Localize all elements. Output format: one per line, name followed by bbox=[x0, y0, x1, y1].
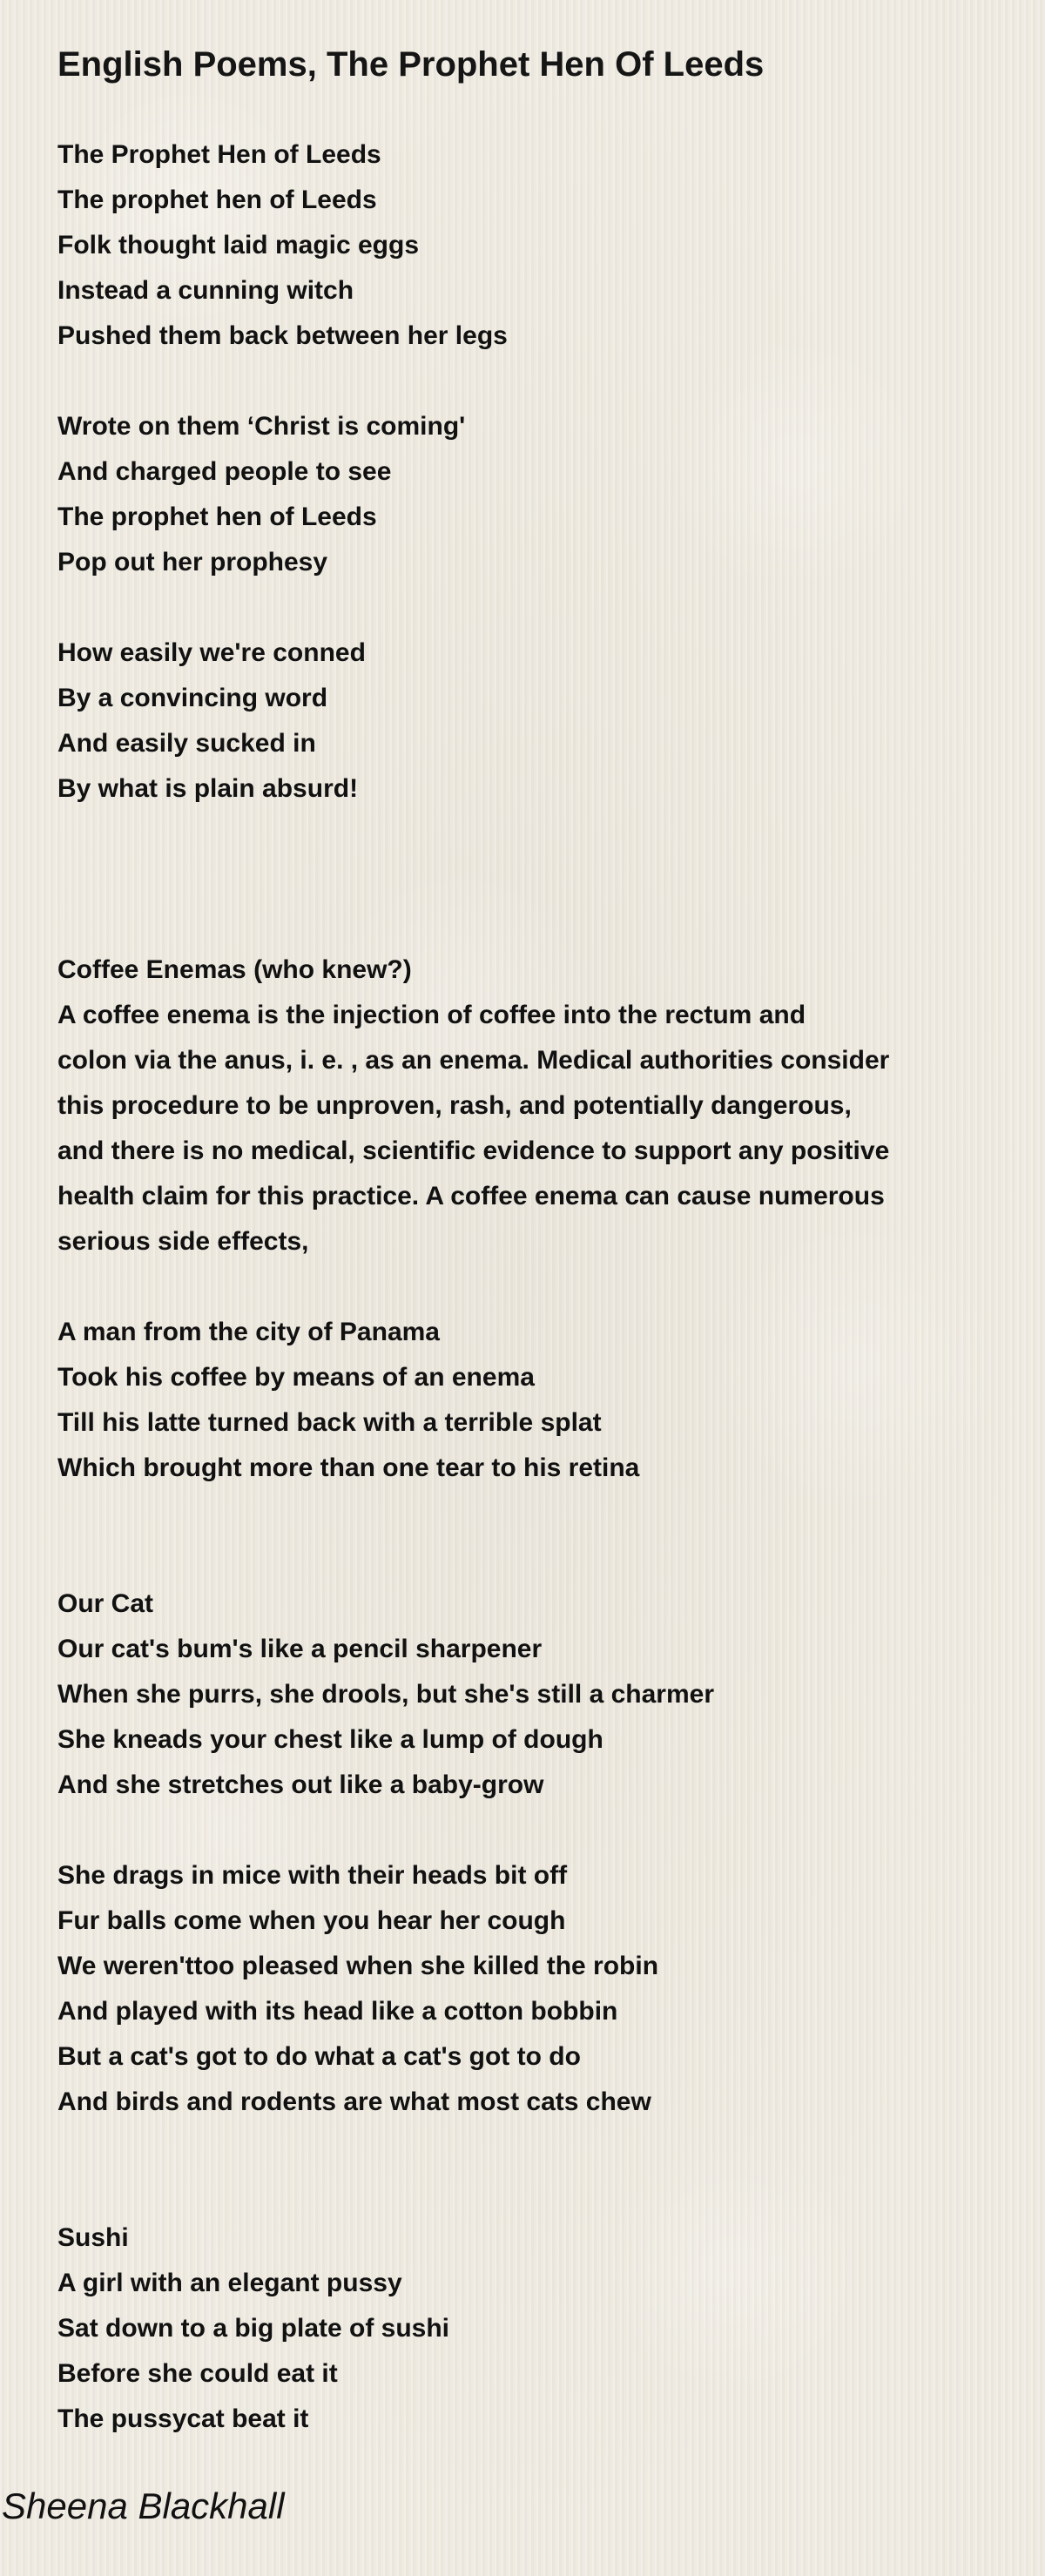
poem-line: By a convincing word bbox=[57, 684, 328, 712]
intro-line: colon via the anus, i. e. , as an enema. Medical authorities consider bbox=[57, 1046, 890, 1075]
intro-line: serious side effects, bbox=[57, 1227, 309, 1256]
poem-line: Sat down to a big plate of sushi bbox=[57, 2314, 450, 2343]
section-spacer bbox=[57, 812, 988, 947]
our-cat-poem bbox=[57, 1581, 988, 2125]
intro-line: and there is no medical, scientific evidence to support any positive bbox=[57, 1136, 890, 1165]
sushi-poem bbox=[57, 2215, 988, 2442]
poem-line: But a cat's got to do what a cat's got to do bbox=[57, 2042, 581, 2071]
poem-title-sushi: Sushi bbox=[57, 2223, 129, 2252]
poem-line: The pussycat beat it bbox=[57, 2404, 309, 2433]
poem-line: Instead a cunning witch bbox=[57, 276, 354, 305]
intro-line: A coffee enema is the injection of coffee into the rectum and bbox=[57, 1001, 806, 1029]
poem-line: She drags in mice with their heads bit off bbox=[57, 1861, 568, 1890]
poem-line: Which brought more than one tear to his retina bbox=[57, 1453, 640, 1482]
intro-line: health claim for this practice. A coffee enema can cause numerous bbox=[57, 1182, 885, 1210]
poem-line: By what is plain absurd! bbox=[57, 774, 359, 803]
poem-line: A man from the city of Panama bbox=[57, 1318, 440, 1346]
intro-line: this procedure to be unproven, rash, and potentially dangerous, bbox=[57, 1091, 852, 1120]
poem-line: The prophet hen of Leeds bbox=[57, 185, 377, 214]
poem-line: We weren'ttoo pleased when she killed the robin bbox=[57, 1952, 659, 1980]
page-title: English Poems, The Prophet Hen Of Leeds bbox=[57, 45, 765, 84]
poem-title-prophet-hen: The Prophet Hen of Leeds bbox=[57, 140, 381, 169]
stanza-spacer bbox=[57, 585, 988, 631]
poem-title-coffee-enemas: Coffee Enemas (who knew?) bbox=[57, 955, 412, 984]
poem-line: And charged people to see bbox=[57, 457, 392, 486]
poem-line: She kneads your chest like a lump of dough bbox=[57, 1725, 603, 1754]
poem-line: When she purrs, she drools, but she's still a charmer bbox=[57, 1680, 714, 1709]
poem-line: Fur balls come when you hear her cough bbox=[57, 1906, 566, 1935]
poem-page bbox=[57, 42, 988, 2433]
poem-title-our-cat: Our Cat bbox=[57, 1589, 154, 1618]
poem-line: And played with its head like a cotton bobbin bbox=[57, 1997, 618, 2026]
poem-line: Till his latte turned back with a terrible splat bbox=[57, 1408, 602, 1437]
section-spacer bbox=[57, 1491, 988, 1581]
poem-line: Wrote on them ‘Christ is coming' bbox=[57, 412, 466, 441]
stanza-spacer bbox=[57, 1264, 988, 1310]
poem-line: Before she could eat it bbox=[57, 2359, 338, 2388]
prophet-hen-poem bbox=[57, 132, 988, 812]
poem-line: And birds and rodents are what most cats chew bbox=[57, 2087, 651, 2116]
section-spacer bbox=[57, 2125, 988, 2215]
poem-line: Pop out her prophesy bbox=[57, 548, 328, 577]
author-name: Sheena Blackhall bbox=[2, 2485, 285, 2526]
poem-line: A girl with an elegant pussy bbox=[57, 2269, 402, 2297]
poem-line: And easily sucked in bbox=[57, 729, 316, 758]
poem-line: The prophet hen of Leeds bbox=[57, 502, 377, 531]
poem-line: Took his coffee by means of an enema bbox=[57, 1363, 535, 1392]
coffee-enemas-poem bbox=[57, 947, 988, 1491]
poem-line: Folk thought laid magic eggs bbox=[57, 231, 420, 260]
stanza-spacer bbox=[57, 1808, 988, 1853]
poem-line: Our cat's bum's like a pencil sharpener bbox=[57, 1635, 543, 1663]
poem-line: Pushed them back between her legs bbox=[57, 321, 508, 350]
poem-line: How easily we're conned bbox=[57, 638, 366, 667]
stanza-spacer bbox=[57, 359, 988, 404]
poem-line: And she stretches out like a baby-grow bbox=[57, 1770, 544, 1799]
poem-content bbox=[57, 132, 988, 2442]
